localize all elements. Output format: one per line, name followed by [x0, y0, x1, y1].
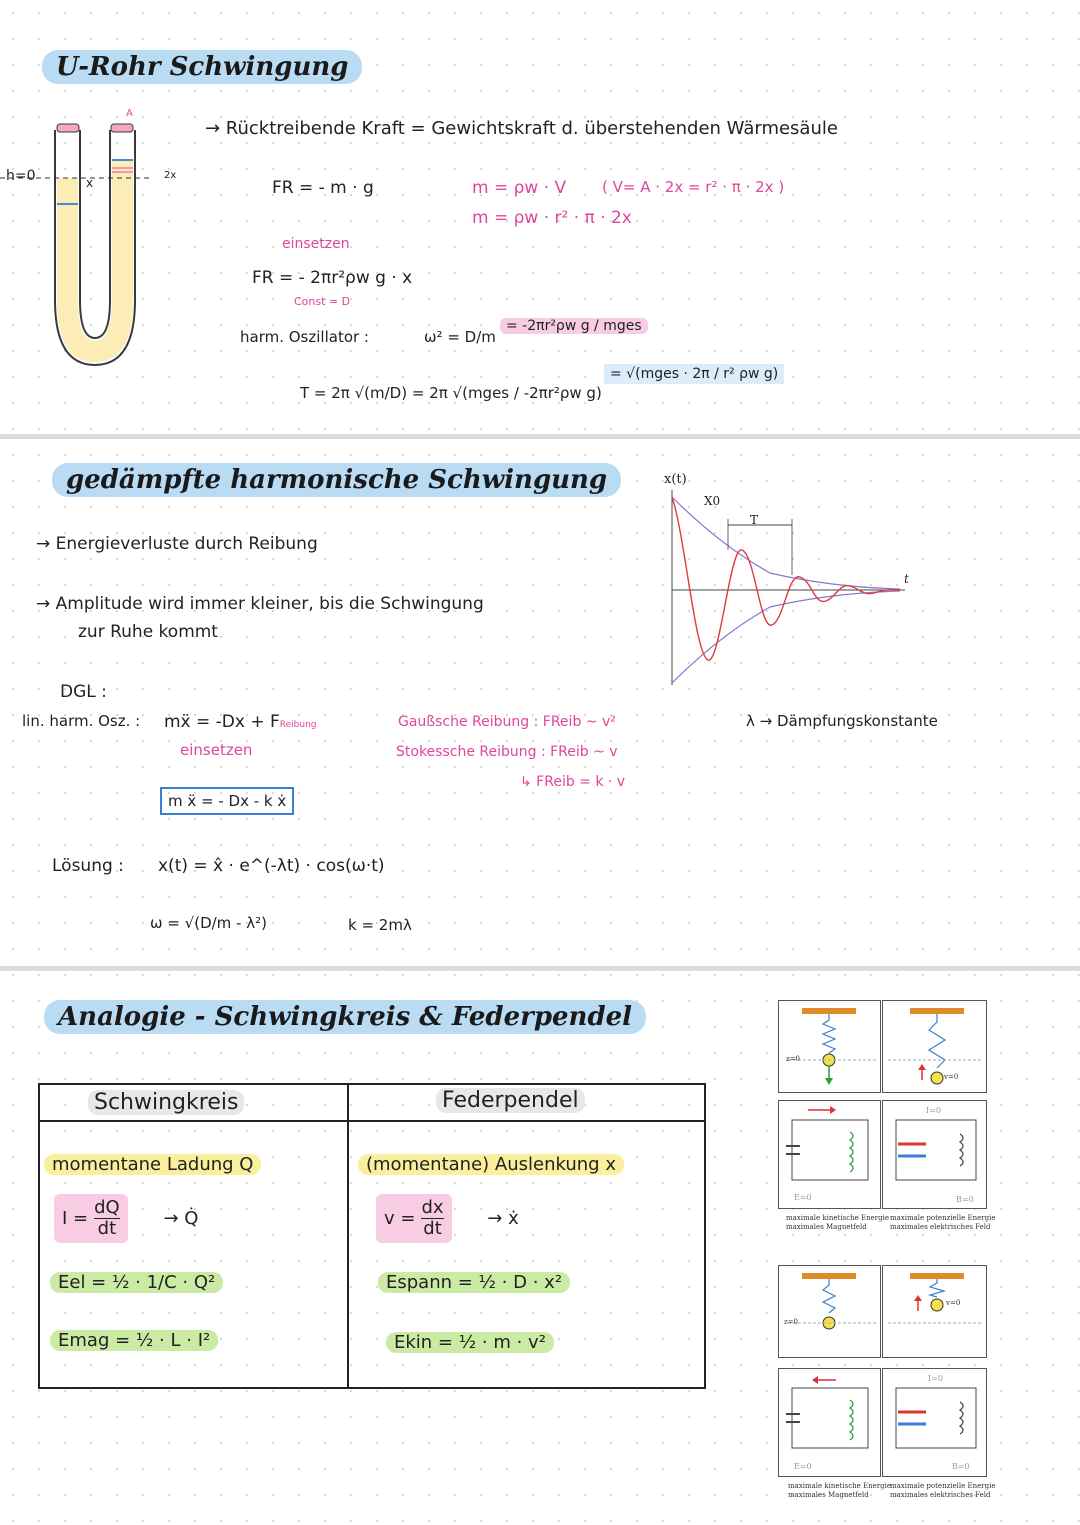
mass-equation-1: m = ρw · V — [472, 178, 567, 198]
section-divider-2 — [0, 966, 1080, 971]
bullet-amplitude: → Amplitude wird immer kleiner, bis die Schwingung — [36, 594, 484, 614]
p1-z0-label: z=0 — [786, 1055, 801, 1063]
bullet-amplitude-cont: zur Ruhe kommt — [78, 622, 218, 642]
c1-e0-label: E=0 — [794, 1193, 812, 1202]
row4-col1-text: Emag = ½ · L · I² — [50, 1330, 218, 1351]
col1-label: Schwingkreis — [88, 1090, 244, 1115]
tube-x-label: x — [86, 176, 94, 190]
row1-col1 — [44, 1154, 261, 1175]
lambda-label: λ → Dämpfungskonstante — [746, 712, 938, 730]
caption-1a: maximale kinetische Energie — [786, 1214, 889, 1222]
current-frac-den: dt — [97, 1217, 117, 1239]
section-divider-1 — [0, 434, 1080, 439]
dgl-equation — [164, 712, 317, 732]
table-header-rule — [38, 1120, 704, 1122]
fr-equation: FR = - m · g — [272, 178, 374, 198]
p1-v0-label: v=0 — [944, 1073, 959, 1081]
h-zero-label: h=0 — [6, 168, 36, 184]
p2-z0-label: z=0 — [784, 1318, 799, 1326]
velocity-frac-den: dt — [423, 1217, 442, 1239]
current-frac-num: dQ — [94, 1197, 120, 1218]
einsetzen-label-2: einsetzen — [180, 741, 253, 759]
row4-col2-text: Ekin = ½ · m · v² — [386, 1332, 554, 1353]
stokes-friction-linear: ↳ FReib = k · v — [520, 774, 626, 790]
row1-col2 — [358, 1154, 624, 1175]
col2-label: Federpendel — [436, 1088, 585, 1113]
dgl-boxed-equation: m ẍ = - Dx - k ẋ — [160, 787, 294, 815]
velocity-arrow: → ẋ — [487, 1207, 519, 1229]
einsetzen-label-1: einsetzen — [282, 236, 350, 252]
spring-pendulum-panel-2 — [778, 1265, 988, 1360]
row2-col2-box — [376, 1194, 452, 1243]
graph-t-period-label: T — [750, 513, 759, 527]
row4-col1 — [50, 1330, 218, 1351]
omega-equation: ω² = D/m — [424, 328, 496, 346]
table-header-federpendel — [436, 1088, 585, 1113]
p2-v0-label: v=0 — [946, 1299, 961, 1307]
period-result: = √(mges · 2π / r² ρw g) — [604, 364, 784, 384]
linharm-label: lin. harm. Osz. : — [22, 712, 141, 730]
omega-rhs-text: = -2πr²ρw g / mges — [500, 318, 648, 334]
graph-x0-label: X0 — [704, 494, 721, 508]
omega-equation-rhs — [500, 318, 648, 334]
section-heading-u-rohr: U-Rohr Schwingung — [42, 50, 362, 84]
row3-col1-text: Eel = ½ · 1/C · Q² — [50, 1272, 223, 1293]
c1-i0-label: I=0 — [926, 1106, 941, 1115]
period-equation: T = 2π √(m/D) = 2π √(mges / -2πr²ρw g) — [300, 384, 602, 402]
omega-damped-equation: ω = √(D/m - λ²) — [150, 914, 267, 932]
k-equation: k = 2mλ — [348, 916, 412, 934]
caption-3b: maximales Magnetfeld — [788, 1491, 869, 1499]
c2-i0-label: I=0 — [928, 1374, 943, 1383]
dgl-eq-subscript: Reibung — [279, 720, 317, 730]
velocity-fraction — [421, 1198, 443, 1239]
caption-4b: maximales elektrisches Feld — [890, 1491, 991, 1499]
tube-2x-label: 2x — [164, 170, 177, 181]
caption-2b: maximales elektrisches Feld — [890, 1223, 991, 1231]
row3-col2-text: Espann = ½ · D · x² — [378, 1272, 570, 1293]
u-tube-diagram — [0, 110, 200, 380]
row2-col2 — [376, 1194, 519, 1243]
caption-1b: maximales Magnetfeld — [786, 1223, 867, 1231]
table-header-schwingkreis — [88, 1090, 244, 1115]
section-heading-analogie: Analogie - Schwingkreis & Federpendel — [44, 1000, 646, 1034]
loesung-label: Lösung : — [52, 856, 124, 876]
const-label: Const = D — [294, 295, 351, 308]
row4-col2 — [386, 1332, 554, 1353]
damped-oscillation-graph — [660, 475, 920, 690]
current-arrow: → Q̇ — [163, 1207, 199, 1229]
current-lhs: I = — [62, 1207, 89, 1229]
row2-col1-box — [54, 1194, 128, 1243]
section-heading-damped: gedämpfte harmonische Schwingung — [52, 463, 621, 497]
gauss-friction: Gaußsche Reibung : FReib ~ v² — [398, 714, 616, 730]
graph-x-label: x(t) — [664, 472, 687, 487]
mass-equation-2: m = ρw · r² · π · 2x — [472, 208, 632, 228]
table-column-rule — [347, 1083, 349, 1387]
volume-equation: ( V= A · 2x = r² · π · 2x ) — [602, 178, 785, 196]
c2-e0-label: E=0 — [794, 1462, 812, 1471]
caption-3a: maximale kinetische Energie — [788, 1482, 891, 1490]
stokes-friction: Stokessche Reibung : FReib ~ v — [396, 744, 618, 760]
velocity-lhs: v = — [384, 1207, 416, 1229]
row3-col1 — [50, 1272, 223, 1293]
c2-b0-label: B=0 — [952, 1462, 970, 1471]
velocity-frac-num: dx — [421, 1197, 444, 1218]
row1-col1-text: momentane Ladung Q — [44, 1154, 261, 1175]
row2-col1 — [54, 1194, 198, 1243]
caption-2a: maximale potenzielle Energie — [890, 1214, 996, 1222]
tube-a-label: A — [126, 108, 133, 119]
dgl-eq-text: mẍ = -Dx + F — [164, 712, 280, 732]
current-fraction — [94, 1198, 120, 1239]
solution-equation: x(t) = x̂ · e^(-λt) · cos(ω·t) — [158, 856, 385, 876]
dgl-label: DGL : — [60, 682, 107, 702]
force-line: → Rücktreibende Kraft = Gewichtskraft d. überstehenden Wärmesäule — [205, 118, 838, 139]
fr-equation-2: FR = - 2πr²ρw g · x — [252, 268, 413, 288]
c1-b0-label: B=0 — [956, 1195, 974, 1204]
row1-col2-text: (momentane) Auslenkung x — [358, 1154, 624, 1175]
graph-time-label: t — [904, 572, 909, 586]
harm-osc-label: harm. Oszillator : — [240, 328, 369, 346]
caption-4a: maximale potenzielle Energie — [890, 1482, 996, 1490]
bullet-energy-loss: → Energieverluste durch Reibung — [36, 534, 318, 554]
row3-col2 — [378, 1272, 570, 1293]
